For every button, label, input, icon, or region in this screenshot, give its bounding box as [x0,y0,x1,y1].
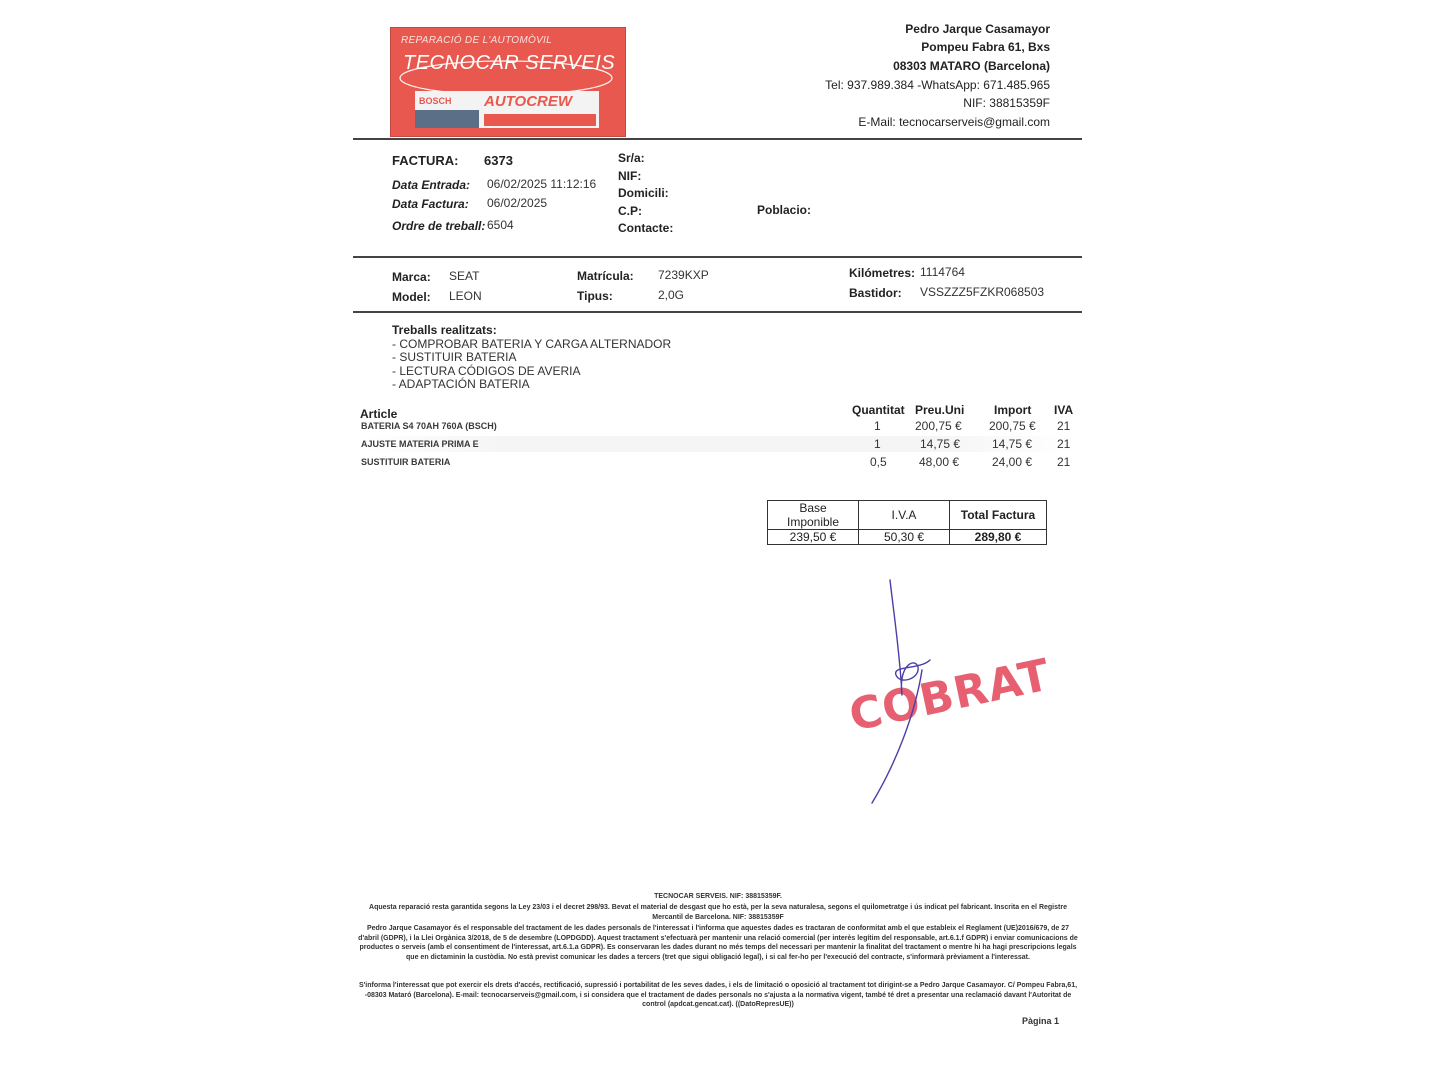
company-phone: Tel: 937.989.384 -WhatsApp: 671.485.965 [825,78,1050,92]
company-address: Pompeu Fabra 61, Bxs [921,40,1050,54]
company-nif: NIF: 38815359F [963,96,1050,110]
client-contacte-label: Contacte: [618,221,674,235]
works-item: - LECTURA CÓDIGOS DE AVERIA [392,363,581,378]
bosch-logo: BOSCH [419,96,452,106]
col-import: Import [994,403,1032,417]
iva-value: 50,30 € [859,530,950,545]
table-row [358,454,1078,470]
client-poblacio-label: Poblacio: [757,203,812,217]
row-import: 200,75 € [989,419,1036,433]
page-number: Pàgina 1 [1022,1016,1060,1026]
tipus-value: 2,0G [658,288,685,302]
marca-value: SEAT [449,269,480,283]
row-article: BATERIA S4 70AH 760A (BSCH) [361,421,497,431]
logo-mini-badge [415,110,479,128]
row-iva: 21 [1057,437,1071,451]
total-label: Total Factura [950,501,1047,530]
divider [353,138,1082,140]
divider [353,311,1082,313]
factura-label: FACTURA: [392,153,459,168]
ordre-value: 6504 [487,218,514,232]
table-row [358,418,1078,434]
factura-date-label: Data Factura: [392,197,469,211]
factura-number: 6373 [484,153,513,168]
client-srla-label: Sr/a: [618,151,645,165]
col-article: Article [360,407,398,421]
km-value: 1114764 [920,265,965,279]
model-label: Model: [392,290,431,304]
row-iva: 21 [1057,419,1071,433]
row-price: 48,00 € [919,455,960,469]
client-domicili-label: Domicili: [618,186,669,200]
bastidor-value: VSSZZZ5FZKR068503 [920,285,1045,299]
autocrew-logo: AUTOCREW [484,93,573,110]
row-import: 14,75 € [992,437,1033,451]
base-label: Base Imponible [768,501,859,530]
base-value: 239,50 € [768,530,859,545]
tipus-label: Tipus: [577,289,613,303]
entrada-value: 06/02/2025 11:12:16 [487,177,597,191]
divider [353,256,1082,258]
company-email: E-Mail: tecnocarserveis@gmail.com [858,115,1050,129]
footer-privacy: Pedro Jarque Casamayor és el responsable del tractament de les dades personals de l'interessat i l'informa que aquestes dades es tractaran de conformitat amb el que estableix el Reglament (UE)2016/679, de 27 d'abril (GDPR), i la Llei Orgànica 3/2018, de 5 de desembre (LOPDGDD). Aquest tractament s'efectuarà per mantenir una relació comercial (per interès legítim del responsable, art.6.1.f GDPR) i enviar comunicacions de productes o serveis (amb el consentiment de l'interessat, art.6.1.a GDPR). Es conservaran les dades durant no més temps del necessari per mantenir la finalitat del tractament o mentre hi ha hagi prescripcions legals que en dictaminin la custòdia. No està previst comunicar les dades a tercers (tret que sigui obligació legal), i si cal fer-ho per l'execució del contracte, s'informarà prèviament a l'interessat. [358,925,1078,961]
totals-table [767,500,1047,545]
table-row [358,436,1078,452]
marca-label: Marca: [392,270,431,284]
works-item: - ADAPTACIÓN BATERIA [392,377,530,392]
row-import: 24,00 € [992,455,1033,469]
works-item: - SUSTITUIR BATERIA [392,350,517,365]
col-iva: IVA [1054,403,1074,417]
row-qty: 1 [874,419,881,433]
matricula-value: 7239KXP [658,268,709,282]
ordre-label: Ordre de treball: [392,219,486,233]
logo-red-bar [484,114,596,126]
entrada-label: Data Entrada: [392,178,471,192]
footer-guarantee: Aquesta reparació resta garantida segons la Ley 23/03 i el decret 298/93. Bevat el material de desgast que ho està, per la seva naturalesa, segons el quilometratge i ús indicat pel fabricant. Inscrita en el Registre Mercantil de Barcelona. NIF: 38815359F [369,904,1067,921]
company-owner: Pedro Jarque Casamayor [905,22,1050,36]
row-price: 14,75 € [920,437,961,451]
footer-company: TECNOCAR SERVEIS. NIF: 38815359F. [654,893,782,900]
row-price: 200,75 € [915,419,962,433]
row-article: AJUSTE MATERIA PRIMA E [361,439,479,449]
company-logo [390,27,626,137]
row-qty: 1 [874,437,881,451]
works-item: - COMPROBAR BATERIA Y CARGA ALTERNADOR [392,336,672,351]
row-article: SUSTITUIR BATERIA [361,457,451,467]
col-price: Preu.Uni [915,403,965,417]
logo-name: TECNOCAR SERVEIS [403,52,616,74]
row-iva: 21 [1057,455,1071,469]
works-section [392,324,671,392]
footer-rights: S'informa l'interessat que pot exercir els drets d'accés, rectificació, supressió i portabilitat de les seves dades, i els de limitació o oposició al tractament tot dirigint-se a Pedro Jarque Casamayor. C/ Pompeu Fabra,61, -08303 Mataró (Barcelona). E-mail: tecnocarserveis@gmail.com, i si considera que el tractament de dades personals no s'ajusta a la normativa vigent, també té dret a presentar una reclamació davant l'Autoritat de control (apdcat.gencat.cat). ((DatoRepresUE)) [358,982,1078,1009]
client-cp-label: C.P: [618,204,642,218]
signature-icon [860,575,940,810]
client-nif-label: NIF: [618,169,642,183]
row-qty: 0,5 [870,455,887,469]
iva-label: I.V.A [859,501,950,530]
logo-tagline: REPARACIÓ DE L'AUTOMÒVIL [401,35,552,46]
total-value: 289,80 € [950,530,1047,545]
paid-stamp: COBRAT [844,649,1055,742]
model-value: LEON [449,289,482,303]
works-title: Treballs realitzats: [392,323,497,337]
matricula-label: Matrícula: [577,269,634,283]
km-label: Kilómetres: [849,266,916,280]
factura-date-value: 06/02/2025 [487,196,548,210]
col-qty: Quantitat [852,403,905,417]
company-city: 08303 MATARO (Barcelona) [893,59,1050,73]
bastidor-label: Bastidor: [849,286,902,300]
